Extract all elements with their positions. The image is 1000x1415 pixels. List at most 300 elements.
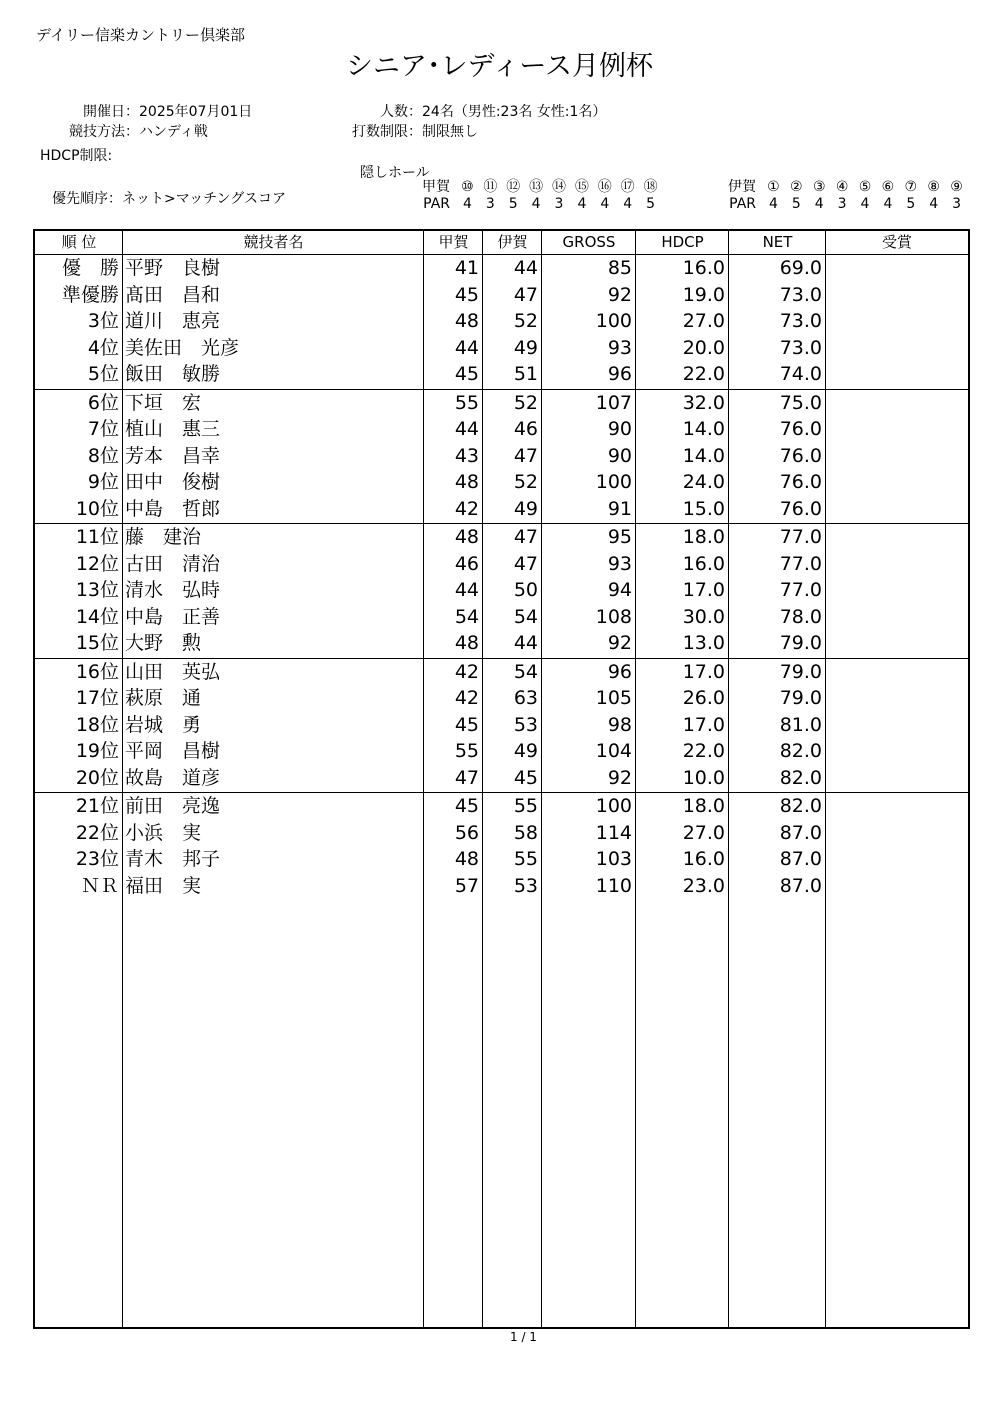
cell-award (828, 335, 964, 362)
koka-holes-line (414, 179, 662, 196)
cell-award (828, 524, 964, 551)
cell-award (828, 820, 964, 847)
cell-net: 76.0 (779, 418, 822, 440)
hole-number: ⑱ (643, 179, 658, 195)
par-value: 5 (906, 196, 916, 212)
cell-gross: 96 (607, 363, 632, 385)
table-row (35, 820, 968, 847)
info-priority (52, 188, 286, 208)
cell-hdcp: 14.0 (682, 444, 725, 467)
cell-award (828, 308, 964, 335)
cell-gross: 100 (595, 795, 632, 817)
priority-label: 優先順序 (52, 191, 108, 207)
par-value: 4 (462, 196, 472, 212)
hole-number: ⑥ (881, 179, 895, 195)
info-participants (330, 101, 606, 121)
hole-number: ⑮ (574, 179, 589, 195)
limit-sep: ： (408, 124, 422, 140)
table-row (35, 416, 968, 443)
column-divider (825, 231, 826, 1327)
cell-net: 79.0 (779, 660, 822, 683)
cell-rank: 12位 (75, 552, 119, 575)
cell-name: 植山 惠三 (125, 418, 221, 440)
cell-koka: 42 (454, 497, 479, 520)
table-row (35, 765, 968, 792)
par-value: 4 (577, 196, 587, 212)
hole-number: ⑦ (904, 179, 918, 195)
cell-gross: 104 (595, 740, 632, 762)
date-value: 2025年07月01日 (139, 104, 253, 120)
cell-rank: 10位 (75, 497, 119, 520)
par-value: 5 (791, 196, 801, 212)
cell-hdcp: 22.0 (682, 740, 725, 762)
cell-koka: 55 (454, 391, 479, 414)
par-value: 4 (623, 196, 633, 212)
cell-rank: 23位 (75, 848, 119, 870)
cell-name: 平野 良樹 (125, 257, 221, 279)
hole-number: ⑩ (461, 179, 474, 195)
cell-rank: 15位 (75, 632, 119, 654)
club-name: デイリー信楽カントリー倶楽部 (36, 26, 245, 44)
cell-hdcp: 30.0 (682, 605, 725, 628)
cell-koka: 48 (454, 471, 479, 493)
table-row (35, 255, 968, 282)
cell-hdcp: 18.0 (682, 526, 725, 548)
cell-koka: 45 (454, 795, 479, 817)
cell-hdcp: 15.0 (682, 497, 725, 520)
cell-iga: 52 (513, 471, 538, 493)
cell-net: 77.0 (779, 526, 822, 548)
column-divider (423, 231, 424, 1327)
cell-iga: 44 (513, 257, 538, 279)
cell-net: 77.0 (779, 579, 822, 601)
cell-award (828, 443, 964, 470)
par-value: 4 (814, 196, 824, 212)
iga-hole-numbers (762, 179, 968, 196)
cell-hdcp: 24.0 (682, 471, 725, 493)
cell-hdcp: 26.0 (682, 687, 725, 709)
hole-number: ⑫ (506, 179, 521, 195)
cell-name: 下垣 宏 (125, 391, 202, 414)
group-separator (35, 792, 968, 793)
cell-gross: 105 (595, 687, 632, 709)
cell-name: 道川 恵亮 (125, 310, 221, 332)
cell-hdcp: 17.0 (682, 713, 725, 736)
cell-iga: 44 (513, 632, 538, 654)
results-table (33, 229, 970, 1329)
cell-iga: 50 (513, 579, 538, 601)
column-header-gross: GROSS (562, 233, 616, 251)
column-header-award: 受賞 (881, 233, 912, 251)
par-value: 4 (929, 196, 939, 212)
koka-hole-numbers (456, 179, 662, 196)
cell-gross: 92 (607, 283, 632, 306)
cell-net: 87.0 (779, 821, 822, 844)
cell-name: 古田 清治 (125, 552, 221, 575)
cell-rank: 17位 (75, 687, 119, 709)
info-stroke-limit (330, 121, 478, 141)
cell-name: 藤 建治 (125, 526, 202, 548)
hole-number: ① (767, 179, 780, 195)
table-row (35, 577, 968, 604)
table-row (35, 846, 968, 873)
cell-name: 故島 道彦 (125, 766, 221, 789)
cell-koka: 48 (454, 848, 479, 870)
method-value: ハンディ戦 (139, 124, 208, 140)
cell-hdcp: 17.0 (682, 579, 725, 601)
hdcp-limit-label: HDCP制限 (40, 148, 108, 164)
cell-iga: 47 (513, 444, 538, 467)
cell-award (828, 604, 964, 631)
cell-award (828, 551, 964, 578)
table-row (35, 443, 968, 470)
cell-koka: 56 (454, 821, 479, 844)
cell-gross: 100 (595, 471, 632, 493)
cell-koka: 47 (454, 766, 479, 789)
cell-award (828, 255, 964, 282)
cell-name: 大野 勲 (125, 632, 202, 654)
table-row (35, 496, 968, 523)
hole-number: ⑤ (858, 179, 872, 195)
cell-award (828, 738, 964, 765)
cell-iga: 54 (513, 605, 538, 628)
cell-hdcp: 27.0 (682, 310, 725, 332)
column-divider (728, 231, 729, 1327)
cell-net: 79.0 (779, 632, 822, 654)
hidden-holes-iga (720, 179, 968, 213)
cell-rank: 18位 (75, 713, 119, 736)
cell-gross: 94 (607, 579, 632, 601)
koka-par-label: PAR (423, 196, 450, 212)
cell-rank: 21位 (75, 795, 119, 817)
cell-award (828, 659, 964, 686)
cell-iga: 53 (513, 713, 538, 736)
cell-gross: 108 (595, 605, 632, 628)
table-row (35, 335, 968, 362)
cell-koka: 45 (454, 283, 479, 306)
count-label: 人数 (380, 104, 408, 120)
cell-hdcp: 22.0 (682, 363, 725, 385)
date-label: 開催日 (83, 104, 125, 120)
cell-koka: 42 (454, 687, 479, 709)
count-value: 24名（男性:23名 女性:1名） (422, 104, 607, 120)
cell-award (828, 712, 964, 739)
cell-hdcp: 32.0 (682, 391, 725, 414)
cell-award (828, 685, 964, 712)
cell-iga: 55 (513, 795, 538, 817)
cell-rank: ＮＲ (80, 874, 119, 897)
cell-rank: 準優勝 (61, 283, 119, 306)
cell-hdcp: 14.0 (682, 418, 725, 440)
koka-course-label: 甲賀 (422, 179, 450, 195)
column-header-name: 競技者名 (243, 233, 304, 251)
table-row (35, 659, 968, 686)
cell-net: 76.0 (779, 471, 822, 493)
cell-net: 77.0 (779, 552, 822, 575)
iga-par-line (720, 196, 968, 213)
cell-iga: 49 (513, 740, 538, 762)
info-date (40, 101, 252, 121)
cell-name: 髙田 昌和 (125, 283, 221, 306)
cell-koka: 44 (454, 336, 479, 359)
table-header-row (35, 231, 968, 255)
cell-hdcp: 18.0 (682, 795, 725, 817)
table-row (35, 390, 968, 417)
cell-rank: 6位 (87, 391, 119, 414)
hole-number: ⑰ (620, 179, 635, 195)
par-value: 4 (768, 196, 778, 212)
cell-rank: 7位 (87, 418, 119, 440)
table-row (35, 469, 968, 496)
par-value: 4 (600, 196, 610, 212)
cell-rank: 20位 (75, 766, 119, 789)
cell-award (828, 282, 964, 309)
cell-name: 美佐田 光彦 (125, 336, 240, 359)
cell-koka: 45 (454, 363, 479, 385)
hidden-holes-label: 隠しホール (360, 165, 430, 181)
cell-name: 小浜 実 (125, 821, 202, 844)
cell-gross: 92 (607, 766, 632, 789)
cell-net: 79.0 (779, 687, 822, 709)
table-row (35, 308, 968, 335)
cell-net: 82.0 (779, 795, 822, 817)
info-hdcp-limit (40, 145, 112, 165)
cell-iga: 63 (513, 687, 538, 709)
cell-name: 中島 正善 (125, 605, 221, 628)
column-divider (122, 231, 123, 1327)
cell-koka: 46 (454, 552, 479, 575)
hole-number: ③ (812, 179, 826, 195)
cell-hdcp: 16.0 (682, 257, 725, 279)
par-value: 4 (531, 196, 541, 212)
hole-number: ④ (835, 179, 849, 195)
cell-koka: 41 (454, 257, 479, 279)
par-value: 5 (508, 196, 518, 212)
cell-name: 前田 亮逸 (125, 795, 221, 817)
cell-net: 73.0 (779, 283, 822, 306)
cell-hdcp: 27.0 (682, 821, 725, 844)
cell-rank: 14位 (75, 605, 119, 628)
cell-iga: 49 (513, 497, 538, 520)
iga-par-label: PAR (729, 196, 756, 212)
hdcp-limit-sep: : (107, 148, 113, 164)
cell-net: 73.0 (779, 336, 822, 359)
hole-number: ② (790, 179, 803, 195)
koka-par-values (456, 196, 662, 213)
column-divider (635, 231, 636, 1327)
cell-gross: 114 (595, 821, 632, 844)
cell-name: 福田 実 (125, 874, 202, 897)
cell-gross: 107 (595, 391, 632, 414)
cell-award (828, 390, 964, 417)
cell-award (828, 577, 964, 604)
cell-name: 山田 英弘 (125, 660, 221, 683)
date-sep: ： (125, 104, 139, 120)
cell-gross: 93 (607, 336, 632, 359)
cell-iga: 47 (513, 552, 538, 575)
cell-name: 岩城 勇 (125, 713, 202, 736)
cell-award (828, 496, 964, 523)
group-separator (35, 389, 968, 390)
cell-iga: 53 (513, 874, 538, 897)
hidden-holes-koka (414, 179, 662, 213)
table-row (35, 712, 968, 739)
cell-iga: 52 (513, 310, 538, 332)
cell-gross: 91 (607, 497, 632, 520)
column-header-iga: 伊賀 (497, 233, 528, 251)
page-number: 1 / 1 (510, 1330, 537, 1344)
cell-hdcp: 20.0 (682, 336, 725, 359)
cell-award (828, 416, 964, 443)
cell-award (828, 469, 964, 496)
cell-hdcp: 10.0 (682, 766, 725, 789)
cell-name: 萩原 通 (125, 687, 202, 709)
cell-rank: 優 勝 (61, 257, 119, 279)
table-row (35, 738, 968, 765)
limit-value: 制限無し (422, 124, 478, 140)
cell-rank: 22位 (75, 821, 119, 844)
par-value: 4 (883, 196, 893, 212)
table-row (35, 282, 968, 309)
info-method (40, 121, 208, 141)
cell-hdcp: 19.0 (682, 283, 725, 306)
cell-rank: 11位 (75, 526, 119, 548)
method-sep: ： (125, 124, 139, 140)
cell-koka: 48 (454, 526, 479, 548)
table-row (35, 793, 968, 820)
table-row (35, 873, 968, 900)
cell-rank: 19位 (75, 740, 119, 762)
cell-gross: 103 (595, 848, 632, 870)
cell-net: 73.0 (779, 310, 822, 332)
cell-hdcp: 16.0 (682, 552, 725, 575)
cell-gross: 90 (607, 444, 632, 467)
cell-gross: 93 (607, 552, 632, 575)
cell-hdcp: 17.0 (682, 660, 725, 683)
cell-iga: 58 (513, 821, 538, 844)
iga-course-label: 伊賀 (728, 179, 756, 195)
table-row (35, 524, 968, 551)
cell-iga: 45 (513, 766, 538, 789)
method-label: 競技方法 (69, 124, 125, 140)
koka-par-line (414, 196, 662, 213)
iga-par-values (762, 196, 968, 213)
cell-rank: 5位 (87, 363, 119, 385)
cell-net: 78.0 (779, 605, 822, 628)
hole-number: ⑨ (950, 179, 963, 195)
column-header-rank: 順 位 (61, 233, 97, 251)
count-sep: ： (408, 104, 422, 120)
cell-net: 82.0 (779, 766, 822, 789)
cell-name: 芳本 昌幸 (125, 444, 221, 467)
cell-koka: 44 (454, 579, 479, 601)
hole-number: ⑬ (529, 179, 544, 195)
cell-iga: 47 (513, 526, 538, 548)
cell-koka: 55 (454, 740, 479, 762)
priority-sep: ： (108, 191, 122, 207)
cell-koka: 57 (454, 874, 479, 897)
cell-net: 82.0 (779, 740, 822, 762)
cell-iga: 55 (513, 848, 538, 870)
par-value: 3 (837, 196, 847, 212)
hole-number: ⑭ (552, 179, 566, 195)
cell-name: 田中 俊樹 (125, 471, 221, 493)
cell-iga: 51 (513, 363, 538, 385)
table-row (35, 604, 968, 631)
cell-rank: 13位 (75, 579, 119, 601)
cell-hdcp: 13.0 (682, 632, 725, 654)
cell-name: 中島 哲郎 (125, 497, 221, 520)
cell-rank: 16位 (75, 660, 119, 683)
hole-number: ⑯ (597, 179, 612, 195)
page-title: シニア･レディース月例杯 (346, 51, 653, 82)
column-header-koka: 甲賀 (438, 233, 469, 251)
cell-koka: 44 (454, 418, 479, 440)
cell-koka: 43 (454, 444, 479, 467)
cell-hdcp: 23.0 (682, 874, 725, 897)
table-row (35, 551, 968, 578)
column-divider (482, 231, 483, 1327)
cell-koka: 45 (454, 713, 479, 736)
par-value: 4 (860, 196, 870, 212)
cell-gross: 100 (595, 310, 632, 332)
cell-award (828, 361, 964, 388)
table-row (35, 685, 968, 712)
hole-number: ⑧ (927, 179, 940, 195)
cell-iga: 54 (513, 660, 538, 683)
cell-koka: 48 (454, 632, 479, 654)
cell-award (828, 846, 964, 873)
cell-koka: 42 (454, 660, 479, 683)
cell-koka: 48 (454, 310, 479, 332)
group-separator (35, 523, 968, 524)
cell-net: 69.0 (779, 257, 822, 279)
cell-gross: 110 (595, 874, 632, 897)
cell-net: 81.0 (779, 713, 822, 736)
par-value: 3 (952, 196, 962, 212)
par-value: 3 (554, 196, 564, 212)
cell-rank: 9位 (87, 471, 119, 493)
cell-net: 74.0 (779, 363, 822, 385)
cell-rank: 8位 (87, 444, 119, 467)
hole-number: ⑪ (483, 179, 498, 195)
cell-gross: 85 (607, 257, 632, 279)
cell-gross: 90 (607, 418, 632, 440)
cell-net: 75.0 (779, 391, 822, 414)
cell-net: 76.0 (779, 497, 822, 520)
cell-gross: 98 (607, 713, 632, 736)
limit-label: 打数制限 (352, 124, 408, 140)
cell-award (828, 873, 964, 900)
column-header-hdcp: HDCP (661, 233, 704, 251)
cell-hdcp: 16.0 (682, 848, 725, 870)
cell-iga: 49 (513, 336, 538, 359)
cell-name: 清水 弘時 (125, 579, 221, 601)
cell-iga: 47 (513, 283, 538, 306)
cell-net: 76.0 (779, 444, 822, 467)
cell-name: 平岡 昌樹 (125, 740, 221, 762)
cell-award (828, 630, 964, 657)
cell-award (828, 765, 964, 792)
cell-net: 87.0 (779, 848, 822, 870)
column-divider (541, 231, 542, 1327)
cell-koka: 54 (454, 605, 479, 628)
column-header-net: NET (762, 233, 793, 251)
cell-gross: 95 (607, 526, 632, 548)
cell-net: 87.0 (779, 874, 822, 897)
cell-iga: 52 (513, 391, 538, 414)
table-row (35, 361, 968, 388)
